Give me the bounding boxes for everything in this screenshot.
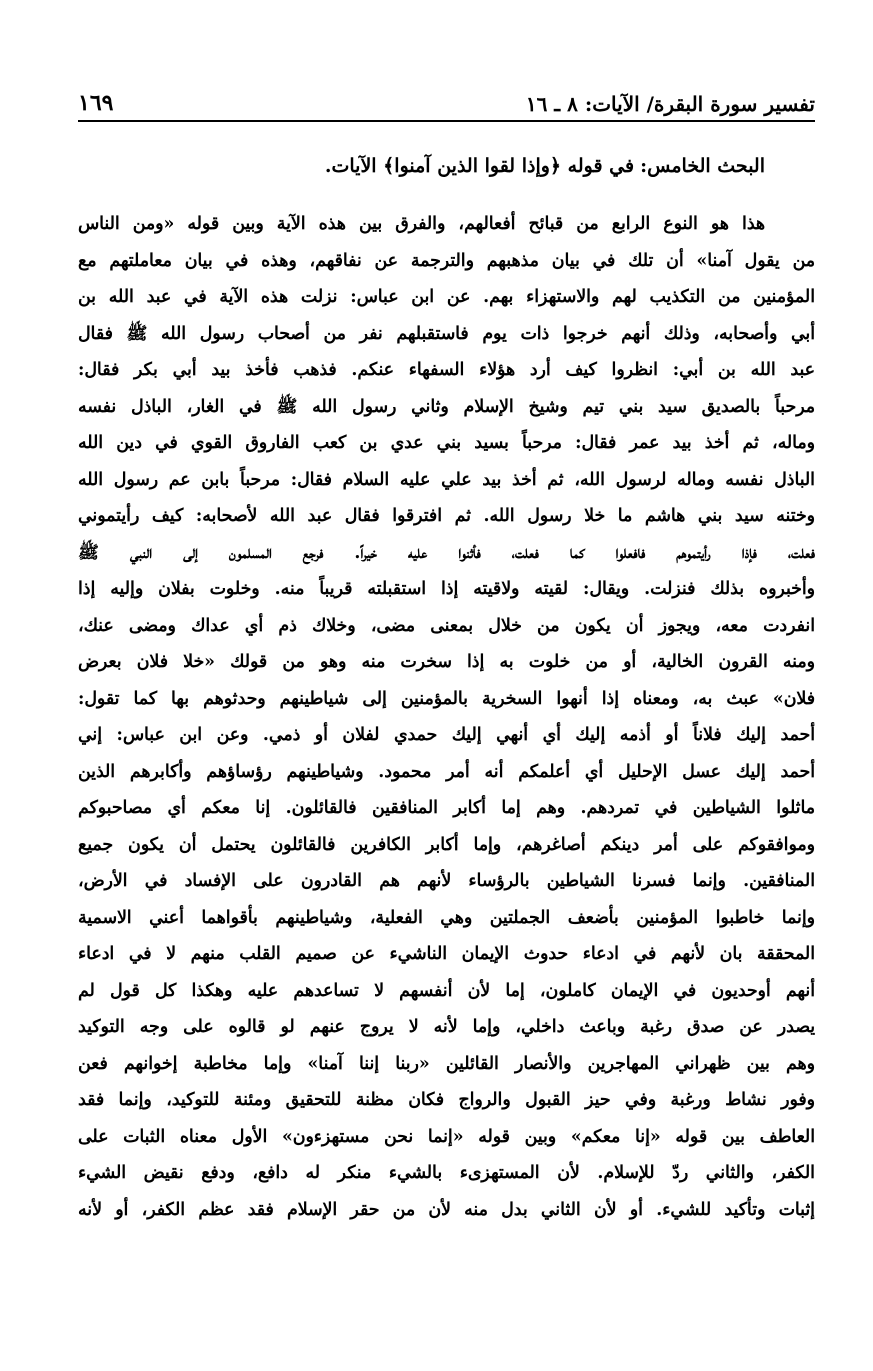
body-line: فلان» عبث به، ومعناه إذا أنهوا السخرية بالمؤمنين إلى شياطينهم وحدثوهم بها كما تقول: (78, 688, 815, 709)
body-line: وختنه سيد بني هاشم ما خلا رسول الله. ثم افترقوا فقال عبد الله لأصحابه: كيف رأيتموني (78, 506, 815, 526)
running-title: تفسير سورة البقرة/ الآيات: ٨ ـ ١٦ (525, 92, 815, 116)
body-line: وهم بين ظهراني المهاجرين والأنصار القائلين «ربنا إننا آمنا» وإما مخاطبة إخوانهم فعن (78, 1053, 815, 1074)
body-line: هذا هو النوع الرابع من قبائح أفعالهم، والفرق بين هذه الآية وبين قوله «ومن الناس (78, 214, 765, 234)
section-heading (80, 150, 765, 182)
body-line: وأخبروه بذلك فنزلت. ويقال: لقيته ولاقيته إذا استقبلته قريباً منه. وخلوت بفلان وإليه إذا (78, 579, 815, 599)
body-line: إثبات وتأكيد للشيء. أو لأن الثاني بدل منه لأن من حقر الإسلام فقد عظم الكفر، أو لأنه (78, 1199, 815, 1220)
body-line: المنافقين. وإنما فسرنا الشياطين بالرؤساء لأنهم هم القادرون على الإفساد في الأرض، (78, 871, 815, 891)
body-line: وموافقوكم على أمر دينكم أصاغرهم، وإما أكابر الكافرين فالقائلون يحتمل أن يكون جميع (78, 834, 815, 855)
body-line: وإنما خاطبوا المؤمنين بأضعف الجملتين وهي الفعلية، وشياطينهم بأقواهما أعني الاسمية (78, 907, 815, 928)
body-line: يصدر عن صدق رغبة وباعث داخلي، وإما لأنه لا يروج عنهم لو قالوه على وجه التوكيد (78, 1017, 815, 1037)
body-line: الباذل نفسه وماله لرسول الله، ثم أخذ بيد علي عليه السلام فقال: مرحباً بابن عم رسول الله (78, 469, 815, 490)
body-line: مرحباً بالصديق سيد بني تيم وشيخ الإسلام وثاني رسول الله ﷺ في الغار، الباذل نفسه (78, 396, 815, 417)
body-line: أنهم أوحديون في الإيمان كاملون، إما لأن أنفسهم لا تساعدهم عليه وهكذا كل قول لم (78, 980, 815, 1001)
body-line: وماله، ثم أخذ بيد عمر فقال: مرحباً بسيد بني عدي بن كعب الفاروق القوي في دين الله (78, 433, 815, 453)
body-line: ومنه القرون الخالية، أو من خلوت به إذا سخرت منه وهو من قولك «خلا فلان بعرض (78, 652, 815, 672)
body-line: وفور نشاط ورغبة وفي حيز القبول والرواج فكان مظنة للتحقيق ومئنة للتوكيد، وإنما فقد (78, 1090, 815, 1110)
running-header (78, 80, 815, 122)
body-line: أحمد إليك عسل الإحليل أي أعلمكم أنه أمر محمود. وشياطينهم رؤساؤهم وأكابرهم الذين (78, 761, 815, 782)
body-text (78, 206, 815, 1228)
body-line: ماثلوا الشياطين في تمردهم. وهم إما أكابر المنافقين فالقائلون. إنا معكم أي مصاحبوكم (78, 798, 815, 818)
body-line: المؤمنين من التكذيب لهم والاستهزاء بهم. عن ابن عباس: نزلت هذه الآية في عبد الله بن (78, 287, 815, 307)
body-line: أحمد إليك فلاناً أو أذمه إليك أي أنهي إليك حمدي لفلان أو ذمي. وعن ابن عباس: إني (78, 725, 815, 745)
body-line: المحققة بان لأنهم في ادعاء حدوث الإيمان الناشيء عن صميم القلب منهم لا في ادعاء (78, 944, 815, 964)
body-line: أبي وأصحابه، وذلك أنهم خرجوا ذات يوم فاستقبلهم نفر من أصحاب رسول الله ﷺ فقال (78, 323, 815, 344)
body-line: من يقول آمنا» أن تلك في بيان مذهبهم والترجمة عن نفاقهم، وهذه في بيان معاملتهم مع (78, 250, 815, 271)
page-number: ١٦٩ (78, 90, 114, 116)
body-line: عبد الله بن أبي: انظروا كيف أرد هؤلاء السفهاء عنكم. فذهب فأخذ بيد أبي بكر فقال: (78, 360, 815, 380)
body-line: العاطف بين قوله «إنا معكم» وبين قوله «إنما نحن مستهزءون» الأول معناه الثبات على (78, 1126, 815, 1147)
section-label: البحث الخامس: (640, 155, 765, 177)
body-line: الكفر، والثاني ردّ للإسلام. لأن المستهزىء بالشيء منكر له دافع، ودفع نقيض الشيء (78, 1163, 815, 1183)
section-text: في قوله ﴿وإذا لقوا الذين آمنوا﴾ الآيات. (324, 155, 635, 177)
body-line: انفردت معه، ويجوز أن يكون من خلال بمعنى مضى، وخلاك ذم أي عداك ومضى عنك، (78, 615, 815, 636)
body-line: فعلت، فإذا رأيتموهم فافعلوا كما فعلت، فأثنوا عليه خيراً. فرجع المسلمون إلى النبي ﷺ (78, 542, 815, 563)
